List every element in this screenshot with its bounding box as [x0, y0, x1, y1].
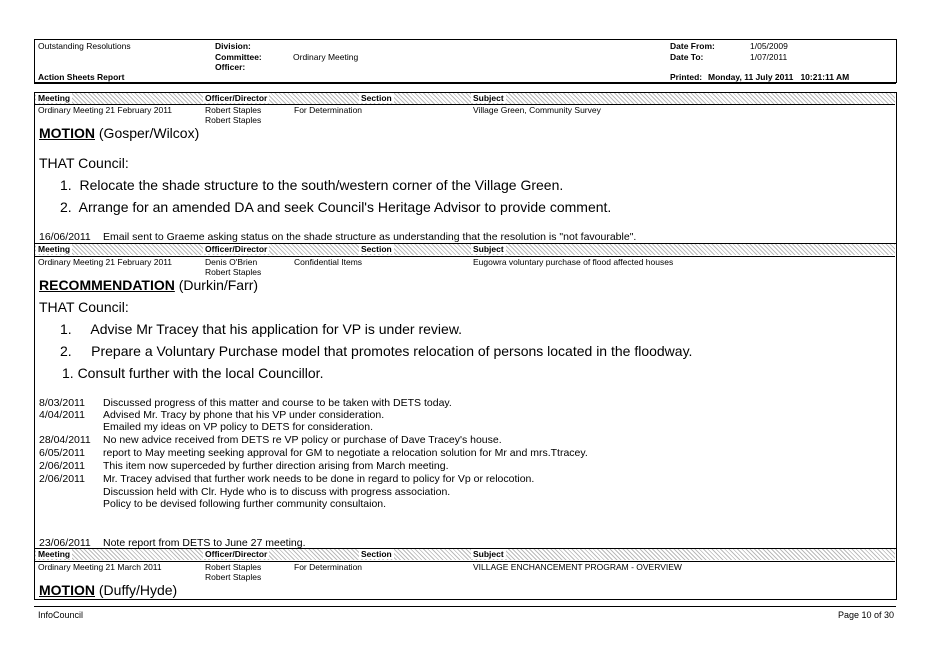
- resolution-item: 1. Relocate the shade structure to the south/western corner of the Village Green.: [60, 177, 564, 193]
- action-note-date: 23/06/2011: [39, 537, 91, 549]
- footer-brand: InfoCouncil: [38, 610, 84, 620]
- action-note-date: 28/04/2011: [39, 434, 91, 446]
- resolution-intro: THAT Council:: [39, 155, 129, 171]
- record-subject: Eugowra voluntary purchase of flood affected houses: [473, 257, 674, 267]
- action-note-text: Note report from DETS to June 27 meeting.: [103, 537, 306, 549]
- recommendation-label: RECOMMENDATION: [39, 277, 175, 293]
- recommendation-heading: [39, 277, 258, 293]
- col-section: Section: [361, 549, 392, 559]
- resolution-item: 1. Advise Mr Tracey that his application for VP is under review.: [60, 321, 463, 337]
- header-divider: [34, 82, 896, 84]
- record-section: Confidential Items: [294, 257, 363, 267]
- row-divider: [35, 561, 895, 562]
- column-header-row: [35, 93, 895, 104]
- record-meeting: Ordinary Meeting 21 February 2011: [38, 257, 173, 267]
- committee-value: Ordinary Meeting: [293, 52, 359, 62]
- officer-label: Officer:: [215, 62, 246, 72]
- col-officer: Officer/Director: [205, 93, 268, 103]
- action-note-text: Email sent to Graeme asking status on the shade structure as understanding that the resolution is "not favourable".: [103, 231, 637, 243]
- resolution-item: 1. Consult further with the local Councillor.: [62, 365, 324, 381]
- col-section: Section: [361, 93, 392, 103]
- motion-heading: [39, 125, 199, 141]
- action-note-date: 8/03/2011: [39, 397, 85, 409]
- date-to-label: Date To:: [670, 52, 704, 62]
- motion-movers: (Gosper/Wilcox): [95, 125, 200, 141]
- col-subject: Subject: [473, 93, 504, 103]
- resolution-intro: THAT Council:: [39, 299, 129, 315]
- motion-heading: [39, 582, 177, 598]
- action-note-text: Mr. Tracey advised that further work needs to be done in regard to policy for Vp or relocotion.: [103, 473, 535, 485]
- record-subject: VILLAGE ENCHANCEMENT PROGRAM - OVERVIEW: [473, 562, 682, 572]
- action-note-date: 6/05/2011: [39, 447, 85, 459]
- col-section: Section: [361, 244, 392, 254]
- action-note-date: 2/06/2011: [39, 460, 85, 472]
- record-section: For Determination: [294, 562, 363, 572]
- col-subject: Subject: [473, 549, 504, 559]
- printed-value: Monday, 11 July 2011 10:21:11 AM: [708, 72, 850, 82]
- committee-label: Committee:: [215, 52, 262, 62]
- col-meeting: Meeting: [38, 244, 71, 254]
- record-officer: Robert Staples: [205, 562, 262, 572]
- action-note-text: report to May meeting seeking approval for GM to negotiate a relocation solution for Mr and mrs.Ttracey.: [103, 447, 588, 459]
- action-note-text: Policy to be devised following further community consultaion.: [103, 498, 387, 510]
- page-number: Page 10 of 30: [838, 610, 895, 620]
- col-officer: Officer/Director: [205, 549, 268, 559]
- motion-movers: (Duffy/Hyde): [95, 582, 178, 598]
- record-meeting: Ordinary Meeting 21 March 2011: [38, 562, 162, 572]
- record-director: Robert Staples: [205, 572, 262, 582]
- printed-label: Printed:: [670, 72, 703, 82]
- col-subject: Subject: [473, 244, 504, 254]
- division-label: Division:: [215, 41, 251, 51]
- row-divider: [35, 243, 895, 244]
- record-section: For Determination: [294, 105, 363, 115]
- action-note-text: Advised Mr. Tracy by phone that his VP under consideration.: [103, 409, 385, 421]
- action-note-date: 2/06/2011: [39, 473, 85, 485]
- resolution-item: 2. Arrange for an amended DA and seek Council's Heritage Advisor to provide comment.: [60, 199, 612, 215]
- action-note-text: Emailed my ideas on VP policy to DETS for consideration.: [103, 421, 374, 433]
- column-header-row: [35, 244, 895, 255]
- column-header-row: [35, 549, 895, 560]
- date-from-label: Date From:: [670, 41, 715, 51]
- resolution-item: 2. Prepare a Voluntary Purchase model that promotes relocation of persons located in the floodway.: [60, 343, 693, 359]
- report-title: Action Sheets Report: [38, 72, 125, 82]
- record-meeting: Ordinary Meeting 21 February 2011: [38, 105, 173, 115]
- action-note-date: 4/04/2011: [39, 409, 85, 421]
- action-note-text: No new advice received from DETS re VP policy or purchase of Dave Tracey's house.: [103, 434, 502, 446]
- record-subject: Village Green, Community Survey: [473, 105, 601, 115]
- action-note-text: Discussion held with Clr. Hyde who is to discuss with progress association.: [103, 486, 451, 498]
- date-from-value: 1/05/2009: [750, 41, 788, 51]
- row-divider: [35, 548, 895, 549]
- record-officer: Denis O'Brien: [205, 257, 258, 267]
- action-note-text: This item now superceded by further direction arising from March meeting.: [103, 460, 449, 472]
- col-meeting: Meeting: [38, 549, 71, 559]
- footer-divider: [34, 606, 896, 607]
- report-group: Outstanding Resolutions: [38, 41, 131, 51]
- motion-label: MOTION: [39, 582, 95, 598]
- motion-label: MOTION: [39, 125, 95, 141]
- record-officer: Robert Staples: [205, 105, 262, 115]
- col-officer: Officer/Director: [205, 244, 268, 254]
- action-note-date: 16/06/2011: [39, 231, 91, 243]
- record-director: Robert Staples: [205, 115, 262, 125]
- date-to-value: 1/07/2011: [750, 52, 788, 62]
- col-meeting: Meeting: [38, 93, 71, 103]
- record-director: Robert Staples: [205, 267, 262, 277]
- recommendation-movers: (Durkin/Farr): [174, 277, 259, 293]
- action-note-text: Discussed progress of this matter and course to be taken with DETS today.: [103, 397, 452, 409]
